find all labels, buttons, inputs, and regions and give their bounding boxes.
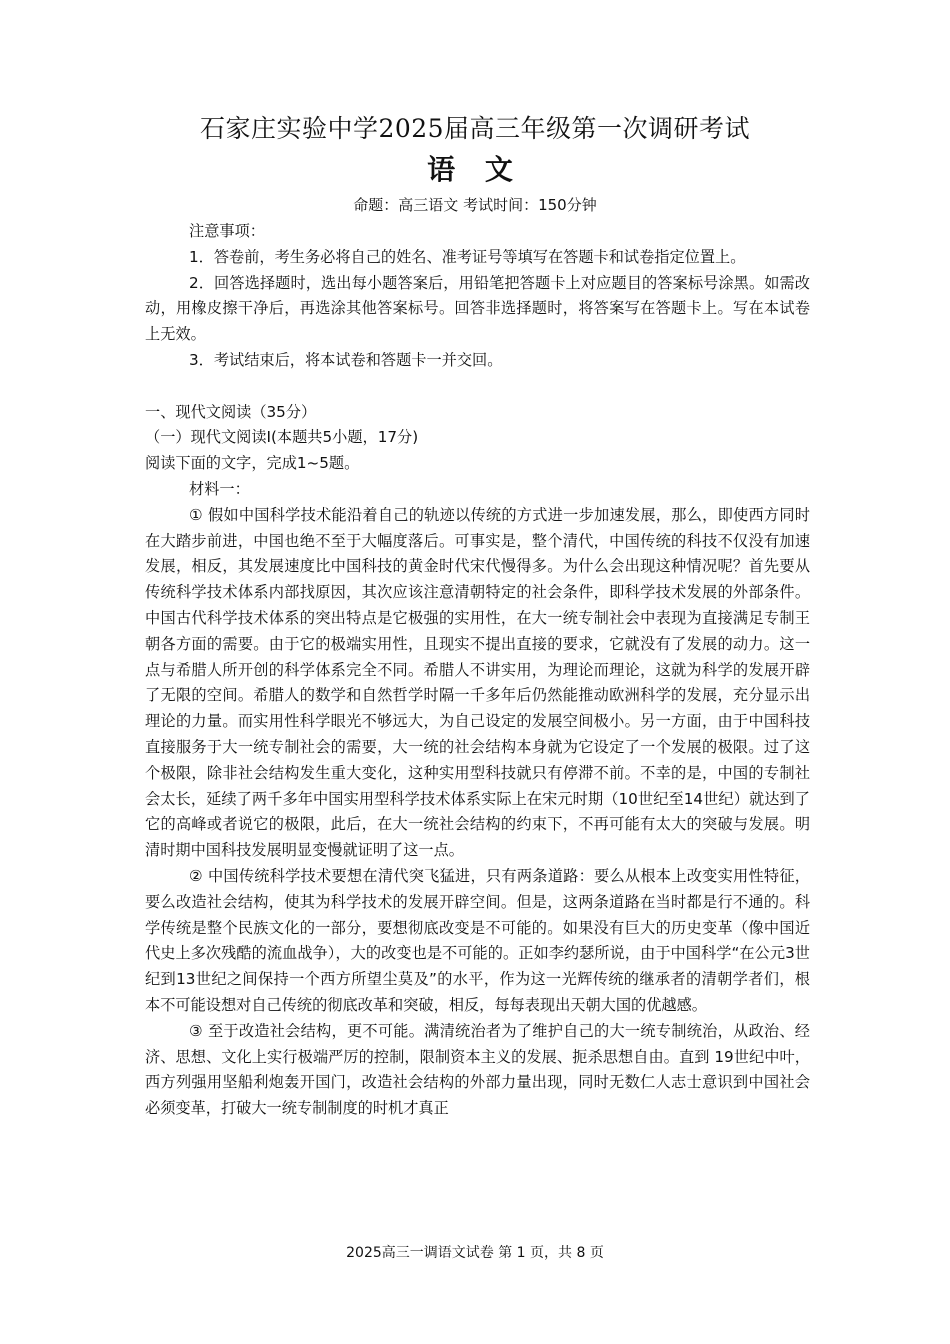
notice-heading: 注意事项： [189,222,265,240]
passage-paragraph: ③ 至于改造社会结构，更不可能。满清统治者为了维护自己的大一统专制统治，从政治、经济、思想、文化上实行极端严厉的控制，限制资本主义的发展、扼杀思想自由。直到 19世纪中叶，西方列强用坚船利炮轰开国门，改造社会结构的外部力量出现，同时无数仁人志士意识到中国社会必须变革，打破大一统专制制度的时机才真正 [145,1021,810,1118]
notice-item: 2．回答选择题时，选出每小题答案后，用铅笔把答题卡上对应题目的答案标号涂黑。如需改动，用橡皮擦干净后，再选涂其他答案标号。回答非选择题时，将答案写在答题卡上。写在本试卷上无效。 [145,273,810,344]
exam-content [145,219,810,1122]
passage-paragraph: ① 假如中国科学技术能沿着自己的轨迹以传统的方式进一步加速发展，那么，即使西方同时在大踏步前进，中国也绝不至于大幅度落后。可事实是，整个清代，中国传统的科技不仅没有加速发展，相反，其发展速度比中国科技的黄金时代宋代慢得多。为什么会出现这种情况呢？首先要从传统科学技术体系内部找原因，其次应该注意清朝特定的社会条件，即科学技术发展的外部条件。中国古代科学技术体系的突出特点是它极强的实用性，在大一统专制社会中表现为直接满足专制王朝各方面的需要。由于它的极端实用性，且现实不提出直接的要求，它就没有了发展的动力。这一点与希腊人所开创的科学体系完全不同。希腊人不讲实用，为理论而理论，这就为科学的发展开辟了无限的空间。希腊人的数学和自然哲学时隔一千多年后仍然能推动欧洲科学的发展，充分显示出理论的力量。而实用性科学眼光不够远大，为自己设定的发展空间极小。另一方面，由于中国科技直接服务于大一统专制社会的需要，大一统的社会结构本身就为它设定了一个发展的极限。过了这个极限，除非社会结构发生重大变化，这种实用型科技就只有停滞不前。不幸的是，中国的专制社会太长，延续了两千多年中国实用型科学技术体系实际上在宋元时期（10世纪至14世纪）就达到了它的高峰或者说它的极限，此后，在大一统社会结构的约束下，不再可能有太大的突破与发展。明清时期中国科技发展明显变慢就证明了这一点。 [145,505,810,860]
page-footer: 2025高三一调语文试卷 第 1 页，共 8 页 [346,1245,604,1261]
exam-meta: 命题：高三语文 考试时间：150分钟 [353,196,597,214]
exam-title: 石家庄实验中学2025届高三年级第一次调研考试 [199,114,751,143]
section-spacer [145,374,810,400]
material-label: 材料一： [189,479,250,498]
subject-title: 语 文 [427,153,523,186]
notice-item: 3．考试结束后，将本试卷和答题卡一并交回。 [189,350,503,369]
section-instruction: 阅读下面的文字，完成1~5题。 [145,454,360,473]
notice-item: 1．答卷前，考生务必将自己的姓名、准考证号等填写在答题卡和试卷指定位置上。 [189,247,746,266]
section-heading: 一、现代文阅读（35分） [145,402,317,421]
passage-paragraph: ② 中国传统科学技术要想在清代突飞猛进，只有两条道路：要么从根本上改变实用性特征，要么改造社会结构，使其为科学技术的发展开辟空间。但是，这两条道路在当时都是行不通的。科学传统是整个民族文化的一部分，要想彻底改变是不可能的。如果没有巨大的历史变革（像中国近代史上多次残酷的流血战争），大的改变也是不可能的。正如李约瑟所说，由于中国科学“在公元3世纪到13世纪之间保持一个西方所望尘莫及”的水平，作为这一光辉传统的继承者的清朝学者们，根本不可能设想对自己传统的彻底改革和突破，相反，每每表现出天朝大国的优越感。 [145,866,810,1014]
section-subheading: （一）现代文阅读Ⅰ(本题共5小题，17分) [145,428,419,447]
